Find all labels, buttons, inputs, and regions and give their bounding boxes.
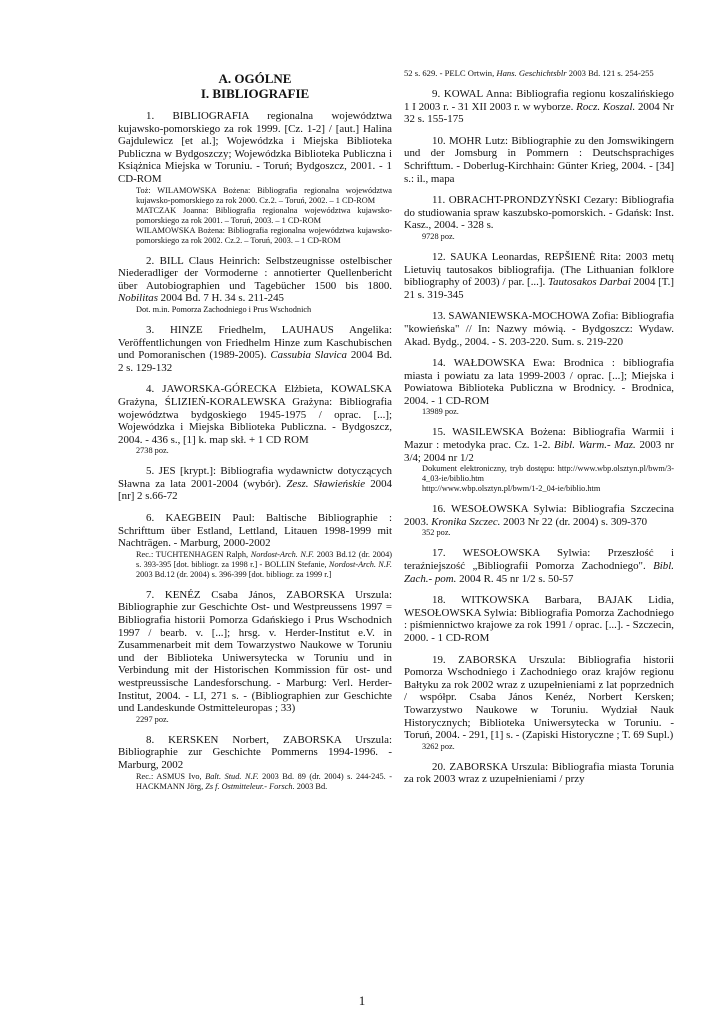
entry-note: 2297 poz. <box>136 714 169 724</box>
entry-19 <box>404 654 674 752</box>
entry-2 <box>118 255 392 315</box>
entry-3 <box>118 324 392 374</box>
entry-text: 1. BIBLIOGRAFIA regionalna województwa kujawsko-pomorskiego za rok 1999. [Cz. 1-2] / [aut.] Halina Gajdulewicz [et al.]; Wojewódzka i Miejska Biblioteka Publiczna w Bydgoszczy; Wojewódzka Biblioteka Publiczna i Książnica Miejska w Toruniu. - Toruń; Bydgoszcz, 2001. - 1 CD-ROM <box>118 110 392 185</box>
entry-note: Dot. m.in. Pomorza Zachodniego i Prus Wschodnich <box>136 304 312 314</box>
entry-note: 352 poz. <box>422 528 451 538</box>
entry-text: 8. KERSKEN Norbert, ZABORSKA Urszula: Bibliographie zur Geschichte Pommerns 1994-1996. - Marburg, 2002 <box>118 733 392 771</box>
left-column <box>118 68 392 792</box>
entry-text: 4. JAWORSKA-GÓRECKA Elżbieta, KOWALSKA Grażyna, ŚLIZIEŃ-KORALEWSKA Grażyna: Bibliografia województwa bydgoskiego 1945-1975 / oprac. [...]; Wojewódzka i Miejska Biblioteka Publiczna. - Bydgoszcz, 2004. - 436 s., [1] k. map skł. + 1 CD ROM <box>118 383 392 446</box>
entry-text: 6. KAEGBEIN Paul: Baltische Bibliographie : Schrifttum über Estland, Lettland, Litauen 1998-1999 mit Nachträgen. - Marburg, 2000-2002 <box>118 512 392 550</box>
entry-17 <box>404 547 674 585</box>
continued-review: 52 s. 629. - PELC Ortwin, Hans. Geschichtsblr 2003 Bd. 121 s. 254-255 <box>404 68 654 78</box>
entry-20 <box>404 761 674 786</box>
entry-6 <box>118 512 392 580</box>
entry-note: 2738 poz. <box>136 446 169 456</box>
entry-text: 16. WESOŁOWSKA Sylwia: Bibliografia Szczecina 2003. Kronika Szczec. 2003 Nr 22 (dr. 2004) s. 309-370 <box>404 503 674 528</box>
entry-4 <box>118 383 392 456</box>
entry-text: 13. SAWANIEWSKA-MOCHOWA Zofia: Bibliografia "kowieńska" // In: Nazwy mówią. - Bydgoszcz: Wydaw. Akad. Bydg., 2004. - S. 203-220. Sum. s. 219-220 <box>404 310 674 348</box>
entry-review: Rec.: TUCHTENHAGEN Ralph, Nordost-Arch. N.F. 2003 Bd.12 (dr. 2004) s. 393-395 [dot. bibliogr. za 1998 r.] - BOLLIN Stefanie, Nordost-Arch. N.F. 2003 Bd.12 (dr. 2004) s. 396-399 [dot. bibliogr. za 1999 r.] <box>136 549 392 579</box>
entry-text: 5. JES [krypt.]: Bibliografia wydawnictw dotyczących Sławna za lata 2001-2004 (wybór). Zesz. Sławieńskie 2004 [nr] 2 s.66-72 <box>118 465 392 503</box>
entry-note: Toż: WILAMOWSKA Bożena: Bibliografia regionalna województwa kujawsko-pomorskiego za rok 2000. Cz.2. – Toruń, 2002. – 1 CD-ROM <box>136 185 392 205</box>
entry-13 <box>404 310 674 348</box>
entry-note: Dokument elektroniczny, tryb dostępu: http://www.wbp.olsztyn.pl/bwm/3-4_03-ie/biblio.htm <box>422 464 674 484</box>
entry-text: 10. MOHR Lutz: Bibliographie zu den Jomswikingern und der Jomsburg in Pommern : Deutschsprachiges Schrifttum. - Doberlug-Kirchhain: Günter Krieg, 2004. - [34] s.: il., mapa <box>404 134 674 185</box>
entry-note: 3262 poz. <box>422 741 455 751</box>
entry-note: 9728 poz. <box>422 231 455 241</box>
entry-text: 3. HINZE Friedhelm, LAUHAUS Angelika: Veröffentlichungen von Friedhelm Hinze zum Kaschubischen und Pomoranischen (1989-2005). Cassubia Slavica 2004 Bd. 2 s. 129-132 <box>118 323 392 374</box>
entry-14 <box>404 357 674 417</box>
section-heading-general: A. OGÓLNE <box>218 71 292 86</box>
entry-note: http://www.wbp.olsztyn.pl/bwm/1-2_04-ie/biblio.htm <box>422 484 601 494</box>
entry-7 <box>118 589 392 725</box>
entry-9 <box>404 88 674 126</box>
entry-text: 2. BILL Claus Heinrich: Selbstzeugnisse ostelbischer Niederadliger der Vormoderne : annotierter Quellenbericht über Autobiographien und Tagebücher 1500 bis 1800. Nobilitas 2004 Bd. 7 H. 34 s. 211-245 <box>118 254 392 305</box>
entry-text: 20. ZABORSKA Urszula: Bibliografia miasta Torunia za rok 2003 wraz z uzupełnieniami / przy <box>404 760 674 786</box>
entry-text: 12. SAUKA Leonardas, REPŠIENĖ Rita: 2003 metų Lietuvių tautosakos bibliografija. (The Lithuanian folklore bibliography of 2003) / par. [...]. Tautosakos Darbai 2004 [T.] 21 s. 319-345 <box>404 250 674 301</box>
right-column <box>404 68 674 786</box>
entry-5 <box>118 465 392 503</box>
entry-16 <box>404 503 674 538</box>
entry-18 <box>404 594 674 644</box>
entry-text: 17. WESOŁOWSKA Sylwia: Przeszłość i teraźniejszość „Bibliografii Pomorza Zachodniego". Bibl. Zach.- pom. 2004 R. 45 nr 1/2 s. 50-57 <box>404 547 674 585</box>
entry-1 <box>118 110 392 246</box>
page-number: 1 <box>358 993 366 1008</box>
entry-15 <box>404 426 674 494</box>
entry-text: 9. KOWAL Anna: Bibliografia regionu koszalińskiego 1 I 2003 r. - 31 XII 2003 r. w wyborze. Rocz. Koszal. 2004 Nr 32 s. 155-175 <box>404 88 674 126</box>
entry-text: 15. WASILEWSKA Bożena: Bibliografia Warmii i Mazur : metodyka prac. Cz. 1-2. Bibl. Warm.- Maz. 2003 nr 3/4; 2004 nr 1/2 <box>404 426 674 464</box>
entry-note: WILAMOWSKA Bożena: Bibliografia regionalna województwa kujawsko-pomorskiego za rok 2002. Cz.2. – Toruń, 2003. – 1 CD-ROM <box>136 225 392 245</box>
entry-11 <box>404 194 674 242</box>
entry-review: Rec.: ASMUS Ivo, Balt. Stud. N.F. 2003 Bd. 89 (dr. 2004) s. 244-245. - HACKMANN Jörg, Zs f. Ostmitteleur.- Forsch. 2003 Bd. <box>136 771 392 791</box>
entry-12 <box>404 251 674 301</box>
entry-note: 13989 poz. <box>422 407 459 417</box>
entry-text: 11. OBRACHT-PRONDZYŃSKI Cezary: Bibliografia do studiowania spraw kaszubsko-pomorskich. - Gdańsk: Inst. Kasz., 2004. - 328 s. <box>404 194 674 232</box>
entry-8 <box>118 734 392 792</box>
section-heading-bibliographies: I. BIBLIOGRAFIE <box>200 86 310 101</box>
entry-note: MATCZAK Joanna: Bibliografia regionalna województwa kujawsko-pomorskiego za rok 2001. – Toruń, 2003. – 1 CD-ROM <box>136 205 392 225</box>
entry-text: 18. WITKOWSKA Barbara, BAJAK Lidia, WESOŁOWSKA Sylwia: Bibliografia Pomorza Zachodniego : piśmiennictwo krajowe za rok 1991 / oprac. [...]. - Szczecin, 2000. - 1 CD-ROM <box>404 594 674 644</box>
entry-text: 19. ZABORSKA Urszula: Bibliografia historii Pomorza Wschodniego i Zachodniego oraz krajów regionu Bałtyku za rok 2002 wraz z uzupełnieniami z lat poprzednich / współpr. Csaba János Kenéz, Norbert Kersken; Towarzystwo Naukowe w Toruniu. Wydział Nauk Historycznych; Biblioteka Uniwersytecka w Toruniu. - Toruń, 2004. - 291, [1] s. - (Zapiski Historyczne ; T. 69 Supl.) <box>404 653 674 742</box>
entry-text: 7. KENÉZ Csaba János, ZABORSKA Urszula: Bibliographie zur Geschichte Ost- und Westpreussens 1997 = Bibliografia historii Pomorza Gdańskiego i Prus Wschodnich 1997 / bearb. v. [...]; hrsg. v. Herder-Institut e.V. in Zusammenarbeit mit dem Towarzystwo Naukowe w Toruniu und der Biblioteka Uniwersytecka w Toruniu und in Verbindung mit der Historischen Kommission für ost- und westpreussische Landesforschung. - Marburg: Verl. Herder-Institut, 2004. - LI, 271 s. - (Bibliographien zur Geschichte und Landeskunde Ostmitteleuropas ; 33) <box>118 588 392 715</box>
entry-10 <box>404 135 674 185</box>
entry-text: 14. WAŁDOWSKA Ewa: Brodnica : bibliografia miasta i powiatu za lata 1999-2003 / oprac. [...]; Miejska i Powiatowa Biblioteka Publiczna w Brodnicy. - Brodnica, 2004. - 1 CD-ROM <box>404 357 674 407</box>
